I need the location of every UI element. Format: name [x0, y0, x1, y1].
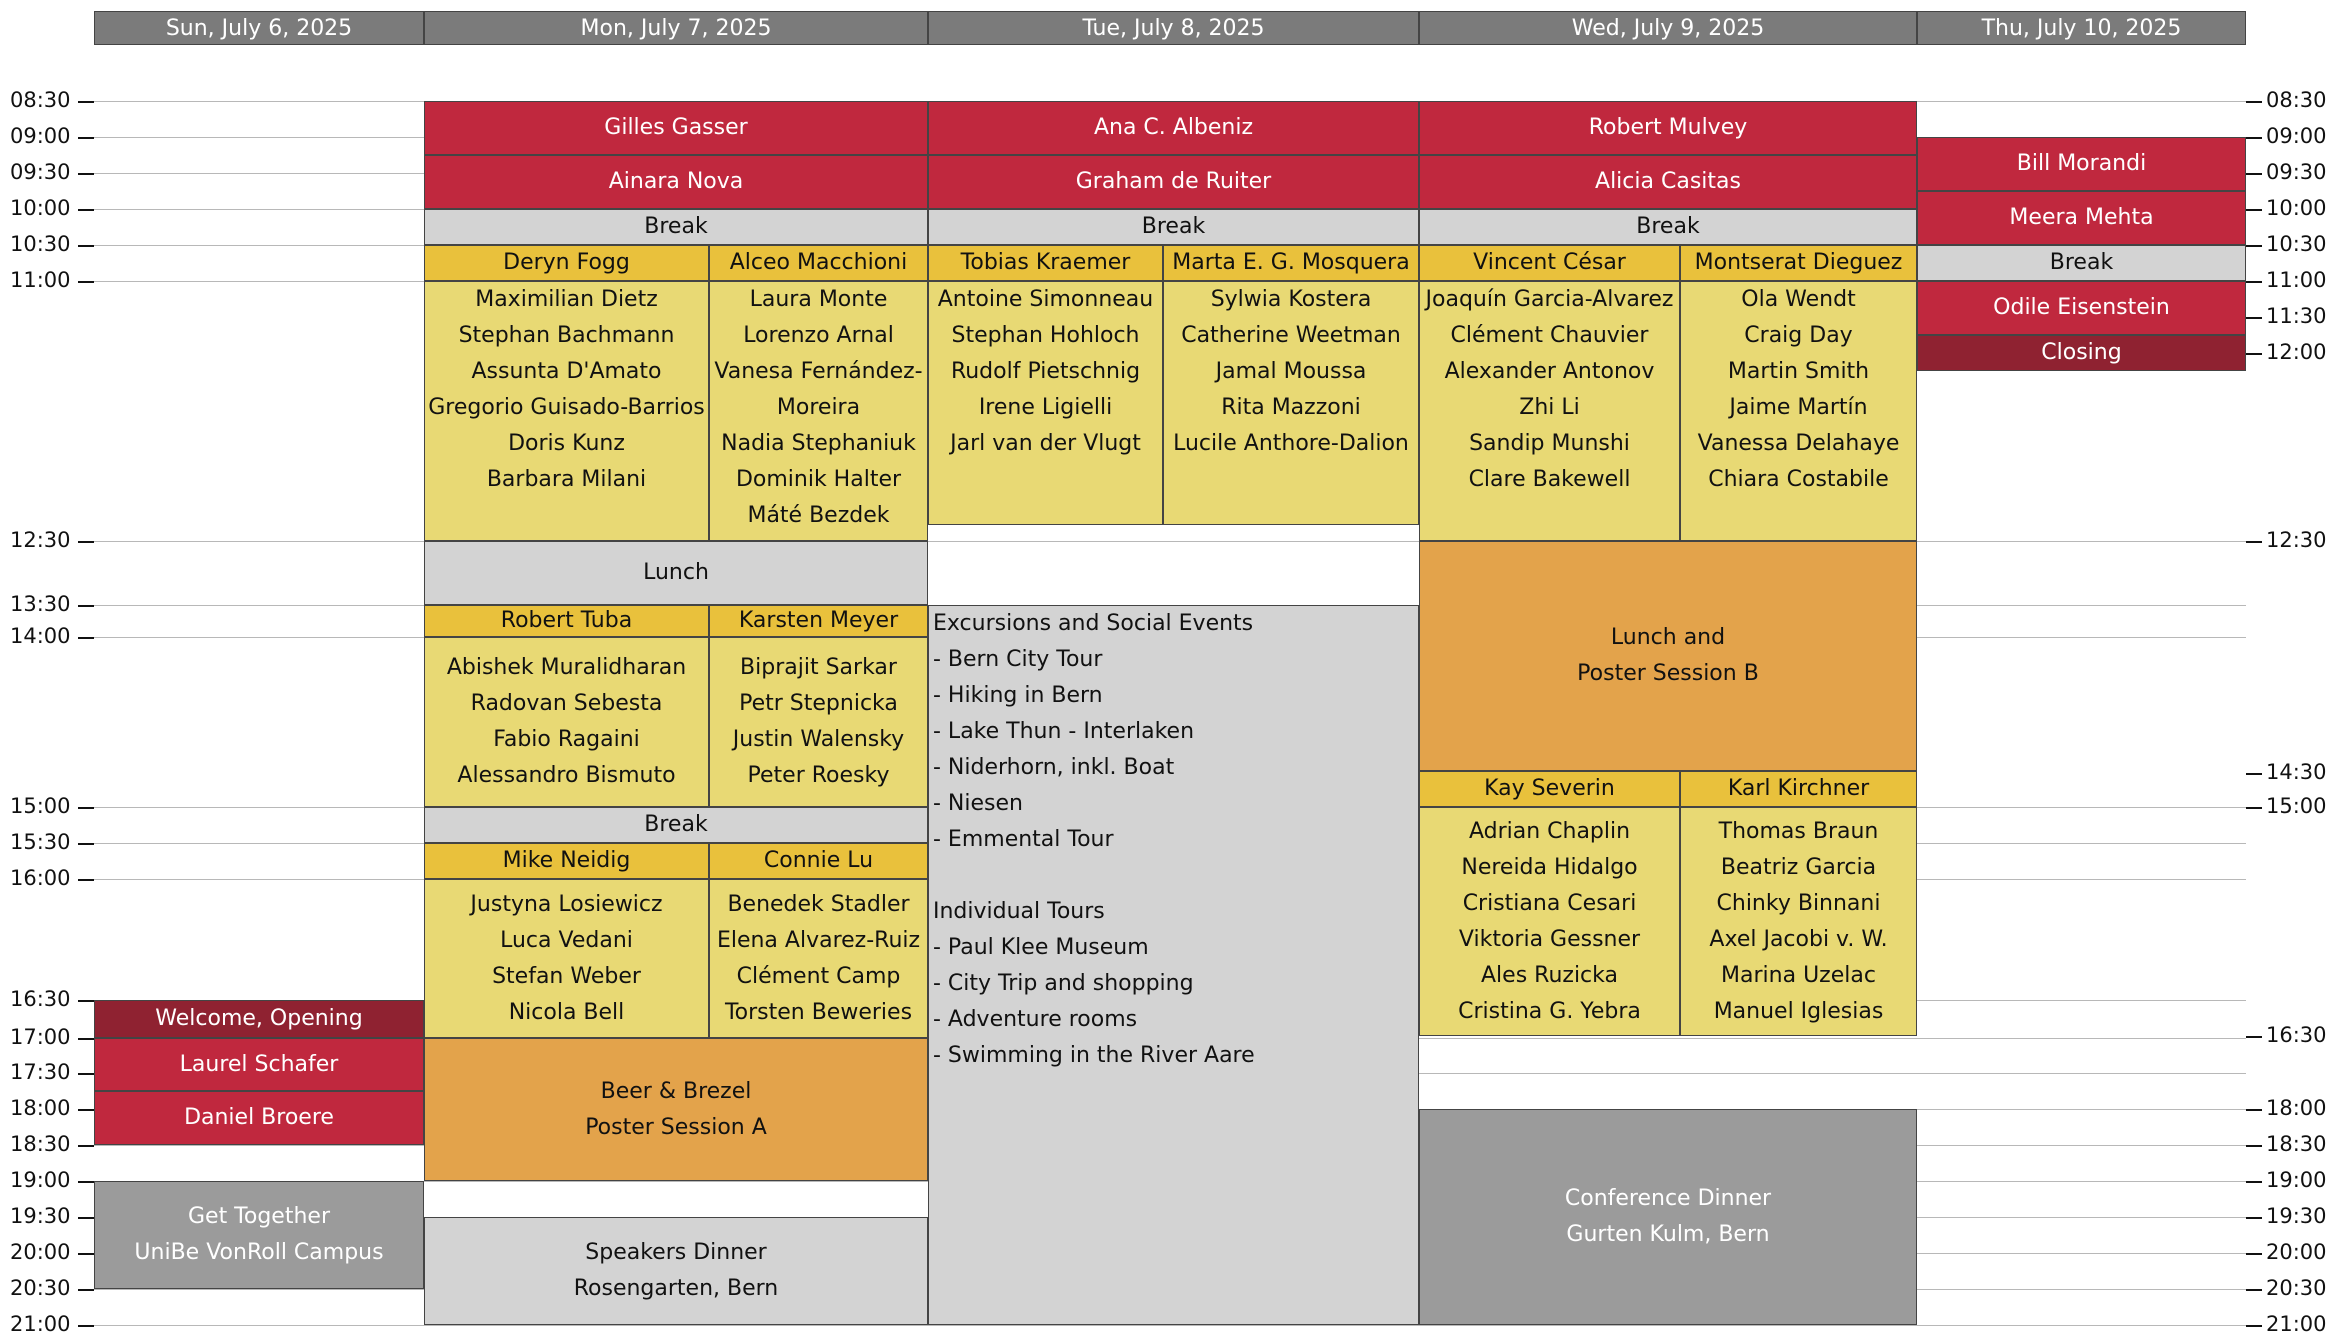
session-talks	[709, 281, 928, 541]
session-talks-line: Lucile Anthore-Dalion	[1173, 431, 1409, 456]
time-tick	[78, 1253, 94, 1255]
excursions-block-line: - City Trip and shopping	[933, 971, 1194, 996]
dinner-block	[1419, 1109, 1917, 1325]
session-talks-line: Radovan Sebesta	[470, 691, 663, 716]
session-talks	[1163, 281, 1419, 525]
session-talks-line: Sandip Munshi	[1469, 431, 1630, 456]
time-tick	[2246, 1253, 2262, 1255]
dinner-block-line: Rosengarten, Bern	[573, 1276, 779, 1301]
time-tick	[78, 1181, 94, 1183]
session-talks-line: Justyna Losiewicz	[470, 891, 663, 917]
time-tick	[2246, 137, 2262, 139]
session-talks-line: Viktoria Gessner	[1458, 926, 1641, 952]
session-talks-line: Máté Bezdek	[747, 503, 890, 528]
time-tick	[78, 1145, 94, 1147]
break-block: Break	[1419, 209, 1917, 245]
time-label: 10:30	[2266, 232, 2327, 256]
session-talks-line: Petr Stepnicka	[739, 691, 898, 716]
time-tick	[2246, 1325, 2262, 1327]
time-tick	[78, 281, 94, 283]
time-label: 15:00	[10, 794, 71, 818]
time-tick	[2246, 773, 2262, 775]
time-tick	[78, 101, 94, 103]
time-tick	[78, 1109, 94, 1111]
session-talks-line: Elena Alvarez-Ruiz	[716, 927, 921, 953]
time-tick	[2246, 281, 2262, 283]
session-talks-line: Chinky Binnani	[1716, 890, 1881, 916]
session-chair: Karsten Meyer	[709, 605, 928, 637]
session-talks-line: Martin Smith	[1727, 359, 1870, 384]
time-label: 11:30	[2266, 304, 2327, 328]
session-talks-line: Nereida Hidalgo	[1461, 854, 1638, 880]
time-tick	[78, 1038, 94, 1040]
time-tick	[78, 1289, 94, 1291]
time-label: 18:30	[2266, 1132, 2327, 1156]
time-tick	[2246, 209, 2262, 211]
session-talks-line: Alessandro Bismuto	[457, 763, 676, 788]
dinner-block-line: Gurten Kulm, Bern	[1566, 1222, 1770, 1247]
day-header: Thu, July 10, 2025	[1917, 11, 2246, 45]
session-talks	[424, 637, 709, 807]
session-talks-line: Barbara Milani	[486, 467, 647, 492]
time-tick	[2246, 1217, 2262, 1219]
session-talks-line: Gregorio Guisado-Barrios	[428, 395, 705, 420]
excursions-block-line	[933, 858, 940, 894]
time-tick	[78, 807, 94, 809]
session-chair: Marta E. G. Mosquera	[1163, 245, 1419, 281]
plenary-block: Bill Morandi	[1917, 137, 2246, 191]
grid-line	[94, 1325, 2246, 1326]
session-talks-line: Marina Uzelac	[1721, 962, 1876, 988]
time-tick	[2246, 101, 2262, 103]
time-label: 09:00	[2266, 124, 2327, 148]
session-talks-line: Antoine Simonneau	[937, 287, 1154, 312]
social-block	[94, 1181, 424, 1289]
time-label: 13:30	[10, 592, 71, 616]
poster-block	[424, 1038, 928, 1181]
time-label: 20:00	[2266, 1240, 2327, 1264]
time-tick	[2246, 317, 2262, 319]
session-talks-line: Stephan Bachmann	[458, 323, 675, 348]
session-talks	[1680, 807, 1917, 1036]
session-chair: Vincent César	[1419, 245, 1680, 281]
session-talks-line: Abishek Muralidharan	[446, 655, 687, 680]
time-label: 15:00	[2266, 794, 2327, 818]
time-tick	[78, 879, 94, 881]
time-label: 19:00	[2266, 1168, 2327, 1192]
session-talks	[709, 637, 928, 807]
session-talks-line: Biprajit Sarkar	[740, 655, 897, 680]
social-block-line: Get Together	[187, 1204, 330, 1229]
time-tick	[78, 637, 94, 639]
session-talks-line: Craig Day	[1744, 323, 1853, 348]
time-label: 08:30	[10, 88, 71, 112]
dinner-block-line: Speakers Dinner	[585, 1240, 767, 1265]
session-talks-line: Dominik Halter	[735, 467, 902, 492]
time-label: 17:00	[10, 1025, 71, 1049]
session-chair: Karl Kirchner	[1680, 771, 1917, 807]
poster-block-line: Poster Session A	[585, 1114, 767, 1140]
session-talks-line: Chiara Costabile	[1708, 467, 1889, 492]
session-talks-line: Peter Roesky	[747, 763, 890, 788]
session-chair: Montserat Dieguez	[1680, 245, 1917, 281]
plenary-block: Meera Mehta	[1917, 191, 2246, 245]
session-chair: Deryn Fogg	[424, 245, 709, 281]
session-talks-line: Jarl van der Vlugt	[950, 431, 1141, 456]
session-talks-line: Axel Jacobi v. W.	[1709, 926, 1888, 952]
session-talks-line: Justin Walensky	[732, 727, 905, 752]
excursions-block-line: - Paul Klee Museum	[933, 935, 1149, 960]
time-tick	[2246, 173, 2262, 175]
closing-block: Closing	[1917, 335, 2246, 371]
session-talks-line: Stefan Weber	[492, 963, 641, 989]
session-talks-line: Thomas Braun	[1718, 818, 1879, 844]
time-tick	[78, 209, 94, 211]
plenary-block: Gilles Gasser	[424, 101, 928, 155]
time-label: 16:30	[10, 987, 71, 1011]
session-talks-line: Manuel Iglesias	[1713, 998, 1884, 1024]
grid-line	[94, 541, 2246, 542]
session-talks	[1419, 807, 1680, 1036]
time-label: 10:30	[10, 232, 71, 256]
day-header: Tue, July 8, 2025	[928, 11, 1419, 45]
time-label: 16:30	[2266, 1023, 2327, 1047]
time-label: 19:00	[10, 1168, 71, 1192]
session-chair: Alceo Macchioni	[709, 245, 928, 281]
time-label: 14:00	[10, 624, 71, 648]
session-talks-line: Jaime Martín	[1729, 395, 1868, 420]
talk-block: Laurel Schafer	[94, 1038, 424, 1091]
time-tick	[2246, 353, 2262, 355]
session-talks-line: Jamal Moussa	[1215, 359, 1367, 384]
day-header: Sun, July 6, 2025	[94, 11, 424, 45]
session-talks-line: Joaquín Garcia-Alvarez	[1425, 287, 1674, 312]
session-talks-line: Irene Ligielli	[978, 395, 1113, 420]
session-talks-line: Doris Kunz	[508, 431, 625, 456]
session-talks-line: Fabio Ragaini	[493, 727, 640, 752]
time-label: 12:00	[2266, 340, 2327, 364]
time-label: 11:00	[2266, 268, 2327, 292]
excursions-block-line: - Hiking in Bern	[933, 683, 1103, 708]
session-talks	[424, 879, 709, 1038]
session-talks-line: Assunta D'Amato	[471, 359, 662, 384]
time-tick	[78, 1217, 94, 1219]
session-talks-line: Vanesa Fernández-	[714, 359, 923, 384]
time-label: 21:00	[2266, 1312, 2327, 1336]
dinner-block	[424, 1217, 928, 1325]
time-label: 16:00	[10, 866, 71, 890]
excursions-block-line: - Adventure rooms	[933, 1007, 1138, 1032]
session-talks	[709, 879, 928, 1038]
excursions-block-line: - Niderhorn, inkl. Boat	[933, 755, 1175, 780]
session-talks-line: Alexander Antonov	[1444, 359, 1655, 384]
excursions-block-line: - Niesen	[933, 791, 1023, 816]
time-tick	[2246, 1181, 2262, 1183]
session-talks-line: Catherine Weetman	[1181, 323, 1401, 348]
poster-block	[1419, 541, 1917, 771]
excursions-block-line: Excursions and Social Events	[933, 611, 1254, 636]
time-tick	[2246, 1036, 2262, 1038]
time-label: 19:30	[2266, 1204, 2327, 1228]
time-label: 18:30	[10, 1132, 71, 1156]
time-label: 20:30	[10, 1276, 71, 1300]
plenary-block: Odile Eisenstein	[1917, 281, 2246, 335]
session-talks-line: Rudolf Pietschnig	[950, 359, 1141, 384]
excursions-block-line: - Bern City Tour	[933, 647, 1103, 672]
plenary-block: Ana C. Albeniz	[928, 101, 1419, 155]
session-talks-line: Zhi Li	[1519, 395, 1580, 420]
session-talks	[928, 281, 1163, 525]
break-block: Break	[928, 209, 1419, 245]
session-talks-line: Ola Wendt	[1741, 287, 1856, 312]
day-header: Wed, July 9, 2025	[1419, 11, 1917, 45]
excursions-block-line: Individual Tours	[933, 899, 1105, 924]
time-label: 18:00	[10, 1096, 71, 1120]
time-tick	[78, 173, 94, 175]
time-label: 12:30	[2266, 528, 2327, 552]
session-talks-line: Maximilian Dietz	[475, 287, 658, 312]
session-chair: Mike Neidig	[424, 843, 709, 879]
session-talks-line: Stephan Hohloch	[951, 323, 1140, 348]
excursions-block-line: - Swimming in the River Aare	[933, 1043, 1255, 1068]
time-tick	[78, 1000, 94, 1002]
poster-block-line: Lunch and	[1610, 625, 1726, 650]
plenary-block: Robert Mulvey	[1419, 101, 1917, 155]
time-tick	[78, 605, 94, 607]
session-talks-line: Moreira	[776, 395, 861, 420]
day-header: Mon, July 7, 2025	[424, 11, 928, 45]
break-block: Break	[424, 209, 928, 245]
session-talks-line: Nadia Stephaniuk	[721, 431, 916, 456]
session-talks-line: Torsten Beweries	[724, 999, 913, 1025]
session-talks-line: Benedek Stadler	[727, 891, 910, 917]
session-talks-line: Clare Bakewell	[1468, 467, 1631, 492]
session-talks-line: Clément Chauvier	[1450, 323, 1649, 348]
time-label: 09:30	[10, 160, 71, 184]
time-label: 09:30	[2266, 160, 2327, 184]
session-talks-line: Lorenzo Arnal	[743, 323, 894, 348]
time-tick	[2246, 1145, 2262, 1147]
time-label: 17:30	[10, 1060, 71, 1084]
session-talks-line: Vanessa Delahaye	[1697, 431, 1900, 456]
session-talks	[1680, 281, 1917, 541]
plenary-block: Ainara Nova	[424, 155, 928, 209]
lunch-block: Lunch	[424, 541, 928, 605]
excursions-block-line: - Emmental Tour	[933, 827, 1114, 852]
time-label: 08:30	[2266, 88, 2327, 112]
time-tick	[2246, 1109, 2262, 1111]
time-label: 18:00	[2266, 1096, 2327, 1120]
time-tick	[2246, 541, 2262, 543]
time-label: 10:00	[2266, 196, 2327, 220]
plenary-block: Alicia Casitas	[1419, 155, 1917, 209]
session-chair: Connie Lu	[709, 843, 928, 879]
time-label: 19:30	[10, 1204, 71, 1228]
session-chair: Tobias Kraemer	[928, 245, 1163, 281]
session-chair: Kay Severin	[1419, 771, 1680, 807]
session-talks	[424, 281, 709, 541]
time-label: 15:30	[10, 830, 71, 854]
break-block: Break	[424, 807, 928, 843]
break-block: Break	[1917, 245, 2246, 281]
session-chair: Robert Tuba	[424, 605, 709, 637]
time-tick	[78, 137, 94, 139]
poster-block-line: Poster Session B	[1577, 661, 1759, 686]
session-talks-line: Clément Camp	[736, 963, 901, 989]
welcome-block: Welcome, Opening	[94, 1000, 424, 1038]
time-label: 20:00	[10, 1240, 71, 1264]
time-label: 14:30	[2266, 760, 2327, 784]
session-talks	[1419, 281, 1680, 541]
session-talks-line: Luca Vedani	[500, 927, 633, 953]
time-label: 09:00	[10, 124, 71, 148]
time-tick	[2246, 1289, 2262, 1291]
time-label: 10:00	[10, 196, 71, 220]
time-tick	[78, 541, 94, 543]
talk-block: Daniel Broere	[94, 1091, 424, 1145]
session-talks-line: Beatriz Garcia	[1720, 854, 1877, 880]
session-talks-line: Cristina G. Yebra	[1458, 998, 1641, 1024]
session-talks-line: Cristiana Cesari	[1462, 890, 1637, 916]
time-tick	[2246, 245, 2262, 247]
time-tick	[78, 1073, 94, 1075]
time-tick	[78, 843, 94, 845]
dinner-block-line: Conference Dinner	[1564, 1186, 1772, 1211]
session-talks-line: Sylwia Kostera	[1210, 287, 1372, 312]
session-talks-line: Adrian Chaplin	[1468, 818, 1631, 844]
social-block-line: UniBe VonRoll Campus	[134, 1240, 384, 1265]
time-tick	[2246, 807, 2262, 809]
time-label: 12:30	[10, 528, 71, 552]
session-talks-line: Laura Monte	[749, 287, 888, 312]
time-tick	[78, 1325, 94, 1327]
time-label: 11:00	[10, 268, 71, 292]
plenary-block: Graham de Ruiter	[928, 155, 1419, 209]
time-label: 20:30	[2266, 1276, 2327, 1300]
excursions-block-line: - Lake Thun - Interlaken	[933, 719, 1195, 744]
time-tick	[78, 245, 94, 247]
excursions-block	[928, 605, 1419, 1325]
time-label: 21:00	[10, 1312, 71, 1336]
session-talks-line: Ales Ruzicka	[1481, 962, 1618, 988]
session-talks-line: Nicola Bell	[508, 999, 625, 1025]
poster-block-line: Beer & Brezel	[600, 1078, 752, 1104]
session-talks-line: Rita Mazzoni	[1221, 395, 1361, 420]
